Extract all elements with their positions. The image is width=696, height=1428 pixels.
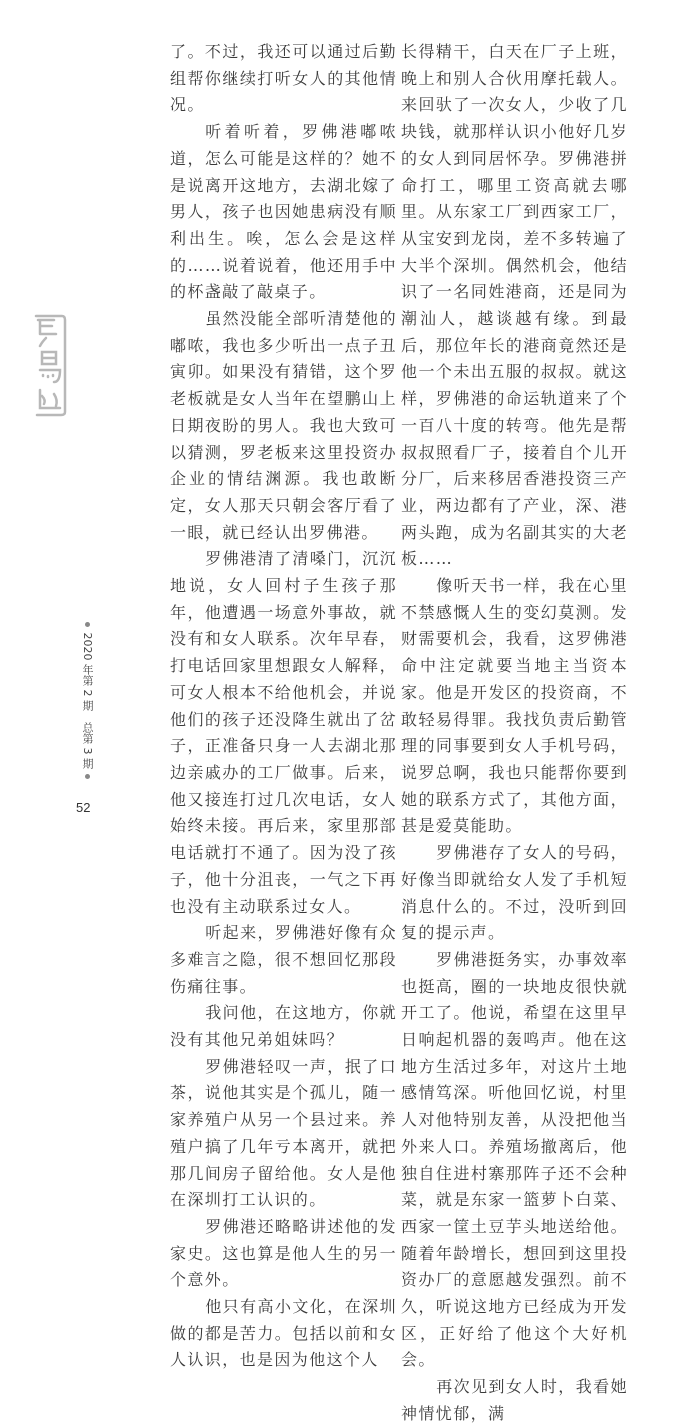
- paragraph: 再次见到女人时，我看她神情忧郁，满: [401, 1377, 628, 1423]
- paragraph: 了。不过，我还可以通过后勤组帮你继续打听女人的其他情况。: [170, 42, 397, 115]
- issue-label: 2020 年第 2 期 总第 3 期: [81, 632, 94, 769]
- page-number: 52: [76, 800, 91, 815]
- paragraph: 罗佛港还略略讲述他的发家史。这也算是他人生的另一个意外。: [170, 1216, 397, 1290]
- paragraph: 罗佛港挺务实，办事效率也挺高，圈的一块地皮很快就开工了。他说，希望在这里早日响起机器的轰鸣声。他在这地方生活过多年，对这片土地感情笃深。听他回忆说，村里人对他特别友善，从没把他当外来人口。养殖场撤离后，他独自住进村寨那阵子还不会种菜，就是东家一篮萝卜白菜、西家一筐土豆芋头地送给他。随着年龄增长，想回到这里投资办厂的意愿越发强烈。前不久，听说这地方已经成为开发区，正好给了他这个大好机会。: [401, 949, 628, 1370]
- paragraph: 罗佛港轻叹一声，抿了口茶，说他其实是个孤儿，随一家养殖户从另一个县过来。养殖户搞了几年亏本离开，就把那几间房子留给他。女人是他在深圳打工认识的。: [170, 1056, 397, 1210]
- seal-logo: [34, 312, 68, 418]
- paragraph: 我问他，在这地方，你就没有其他兄弟姐妹吗？: [170, 1003, 397, 1050]
- paragraph: 长得精干，白天在厂子上班，晚上和别人合伙用摩托载人。来回驮了一次女人，少收了几块钱，就那样认识小他好几岁的女人到同居怀孕。罗佛港拼命打工，哪里工资高就去哪里。从东家工厂到西家工厂，从宝安到龙岗，差不多转遍了大半个深圳。偶然机会，他结识了一名同姓港商，还是同为潮汕人，越谈越有缘。到最后，那位年长的港商竟然还是他一个未出五服的叔叔。就这样，罗佛港的命运轨道来了个一百八十度的转弯。他先是帮叔叔照看厂子，接着自个儿开分厂，后来移居香港投资三产业，两边都有了产业，深、港两头跑，成为名副其实的大老板……: [401, 42, 628, 569]
- paragraph: 罗佛港清了清嗓门，沉沉地说，女人回村子生孩子那年，他遭遇一场意外事故，就没有和女人联系。次年早春，打电话回家里想跟女人解释，可女人根本不给他机会，并说他们的孩子还没降生就出了岔子，正准备只身一人去湖北那边亲戚办的工厂做事。后来，他又接连打过几次电话，女人始终未接。再后来，家里那部电话就打不通了。因为没了孩子，他十分沮丧，一气之下再也没有主动联系过女人。: [170, 549, 397, 916]
- paragraph: 罗佛港存了女人的号码，好像当即就给女人发了手机短消息什么的。不过，没听到回复的提示声。: [401, 843, 628, 943]
- bullet-dot-icon: [85, 774, 90, 779]
- paragraph: 虽然没能全部听清楚他的嘟哝，我也多少听出一点子丑寅卯。如果没有猜错，这个罗老板就是女人当年在望鹏山上日期夜盼的男人。我也大致可以猜测，罗老板来这里投资办企业的情结渊源。我也敢断定，女人那天只朝会客厅看了一眼，就已经认出罗佛港。: [170, 309, 397, 542]
- paragraph: 他只有高小文化，在深圳做的都是苦力。包括以前和女人认识，也是因为他这个人: [170, 1297, 397, 1370]
- paragraph: 听着听着，罗佛港嘟哝道，怎么可能是这样的？她不是说离开这地方，去湖北嫁了男人，孩子也因她患病没有顺利出生。唉，怎么会是这样的……说着说着，他还用手中的杯盏敲了敲桌子。: [170, 122, 397, 302]
- paragraph: 像听天书一样，我在心里不禁感慨人生的变幻莫测。发财需要机会，我看，这罗佛港命中注定就要当地主当资本家。他是开发区的投资商，不敢轻易得罪。我找负责后勤管理的同事要到女人手机号码，说罗总啊，我也只能帮你要到她的联系方式了，其他方面，甚是爱莫能助。: [401, 576, 628, 836]
- bullet-dot-icon: [85, 622, 90, 627]
- text-column-right: [401, 39, 628, 1428]
- paragraph: 听起来，罗佛港好像有众多难言之隐，很不想回忆那段伤痛往事。: [170, 923, 397, 996]
- text-column-left: [170, 39, 397, 1374]
- issue-info: [80, 620, 94, 781]
